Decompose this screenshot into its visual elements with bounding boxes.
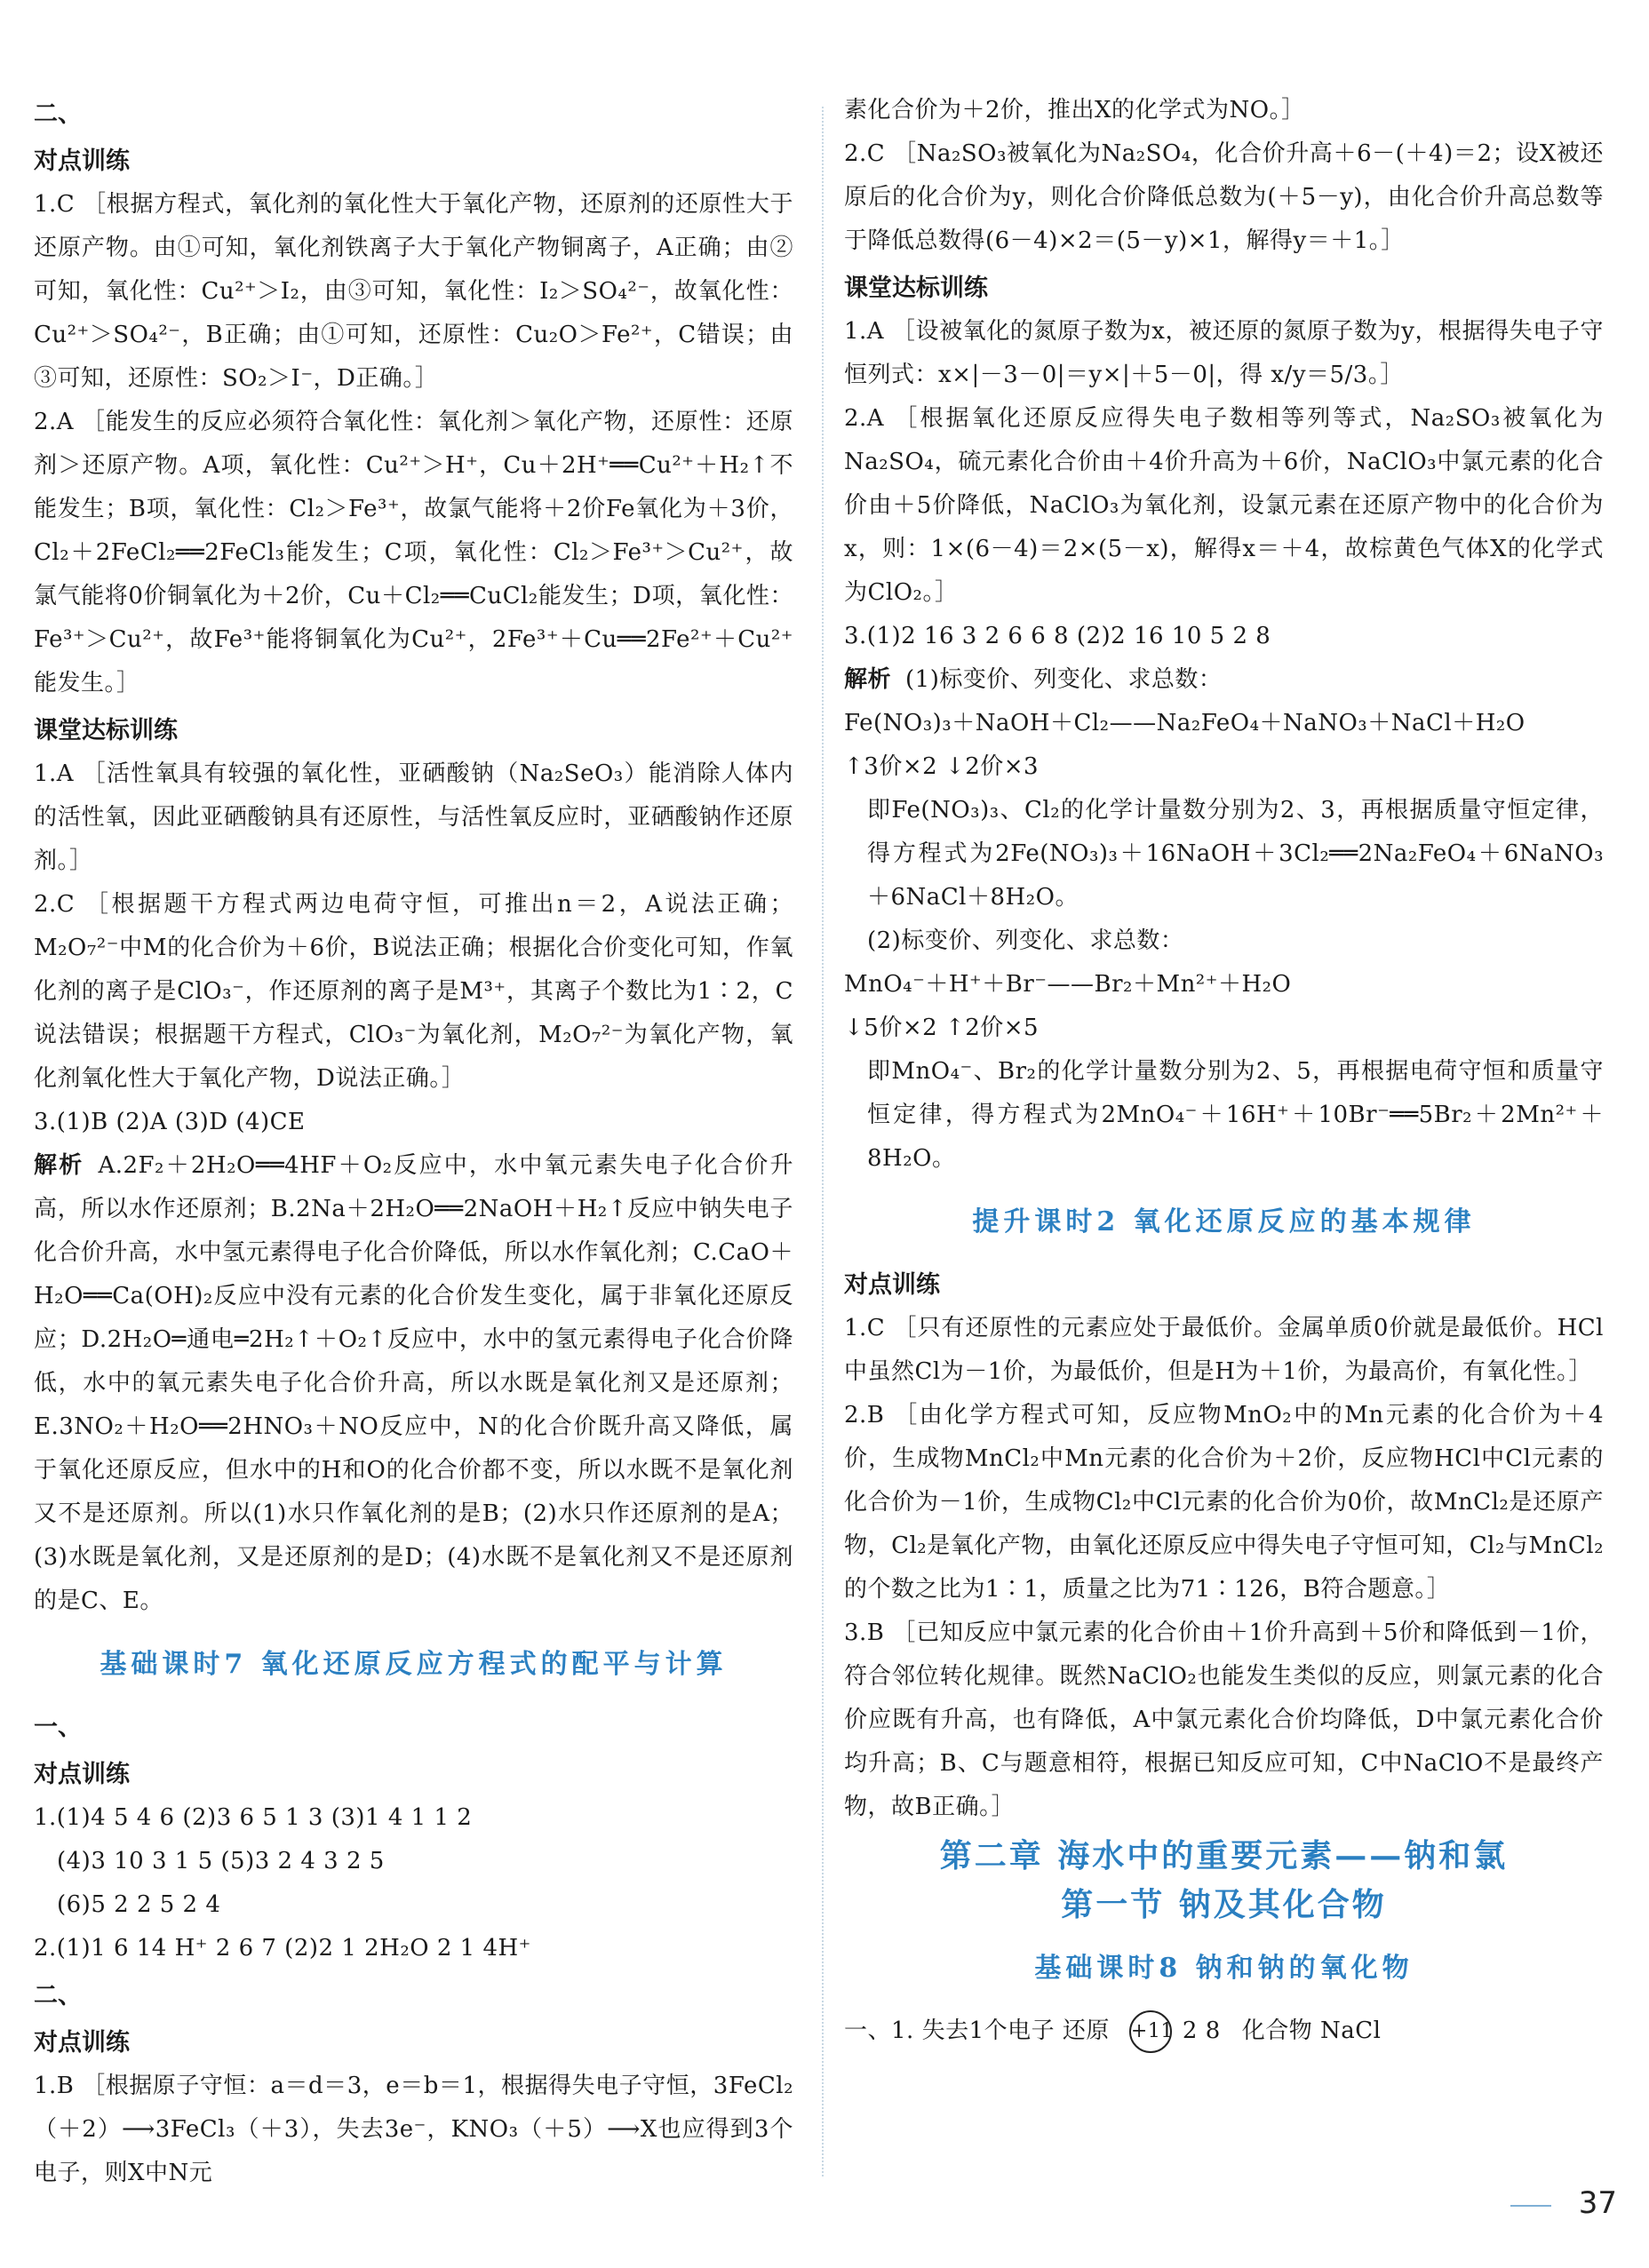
section-heading: 对点训练 [844, 1271, 940, 1299]
answer-paragraph: 2.C ［Na₂SO₃被氧化为Na₂SO₄，化合价升高＋6－(＋4)＝2；设X被还原后的化合价为y，则化合价降低总数为(＋5－y)，由化合价升高总数等于降低总数得(6－4)×2＝(5－y)×1，解得y＝＋1。］ [844, 140, 1604, 254]
answer-continuation: (4)3 10 3 1 5 (5)3 2 4 3 2 5 [57, 1848, 385, 1874]
answer-paragraph: 3.B ［已知反应中氯元素的化合价由＋1价升高到＋5价和降低到－1价，符合邻位转化规律。既然NaClO₂也能发生类似的反应，则氯元素的化合价应既有升高，也有降低，A中氯元素化合价均降低，D中氯元素化合价均升高；B、C与题意相符，根据已知反应可知，C中NaClO不是最终产物，故B正确。］ [844, 1619, 1604, 1820]
column-divider [822, 107, 824, 2176]
analysis-text: A.2F₂＋2H₂O══4HF＋O₂反应中，水中氧元素失电子化合价升高，所以水作还原剂；B.2Na＋2H₂O══2NaOH＋H₂↑反应中钠失电子化合价升高，水中氢元素得电子化合价降低，所以水作氧化剂；C.CaO＋H₂O══Ca(OH)₂反应中没有元素的化合价发生变化，属于非氧化还原反应；D.2H₂O═通电═2H₂↑＋O₂↑反应中，水中的氢元素得电子化合价降低，水中的氧元素失电子化合价升高，所以水既是氧化剂又是还原剂；E.3NO₂＋H₂O══2HNO₃＋NO反应中，N的化合价既升高又降低，属于氧化还原反应，但水中的H和O的化合价都不变，所以水既不是氧化剂又不是还原剂。所以(1)水只作氧化剂的是B；(2)水只作还原剂的是A；(3)水既是氧化剂，又是还原剂的是D；(4)水既不是氧化剂又不是还原剂的是C、E。 [34, 1152, 793, 1614]
answer-paragraph: 1.A ［活性氧具有较强的氧化性，亚硒酸钠（Na₂SeO₃）能消除人体内的活性氧，因此亚硒酸钠具有还原性，与活性氧反应时，亚硒酸钠作还原剂。］ [34, 760, 793, 874]
answer-paragraph: 2.(1)1 6 14 H⁺ 2 6 7 (2)2 1 2H₂O 2 1 4H⁺ [34, 1935, 531, 1962]
section-heading: 课堂达标训练 [34, 717, 178, 744]
analysis-label: 解析 [844, 666, 892, 693]
answer-paragraph: 1.(1)4 5 4 6 (2)3 6 5 1 3 (3)1 4 1 1 2 [34, 1804, 473, 1831]
answer-continuation: 即MnO₄⁻、Br₂的化学计量数分别为2、5，再根据电荷守恒和质量守恒定律，得方程式为2MnO₄⁻＋16H⁺＋10Br⁻══5Br₂＋2Mn²⁺＋8H₂O。 [867, 1058, 1604, 1172]
answer-paragraph: 3.(1)2 16 3 2 6 6 8 (2)2 16 10 5 2 8 [844, 623, 1271, 649]
lesson-title: 提升课时2 氧化还原反应的基本规律 [972, 1206, 1476, 1237]
section-heading: 对点训练 [34, 1761, 130, 1788]
lesson-title: 基础课时8 钠和钠的氧化物 [1034, 1953, 1414, 1984]
answer-paragraph: 2.C ［根据题干方程式两边电荷守恒，可推出n＝2，A说法正确；M₂O₇²⁻中M的化合价为＋6价，B说法正确；根据化合价变化可知，作氧化剂的离子是ClO₃⁻，作还原剂的离子是M³⁺，其离子个数比为1∶2，C说法错误；根据题干方程式，ClO₃⁻为氧化剂，M₂O₇²⁻为氧化产物，氧化剂氧化性大于氧化产物，D说法正确。］ [34, 891, 793, 1092]
right-column [844, 89, 1604, 2141]
section-heading: 一、 [34, 1714, 82, 1741]
answer-paragraph: 1.A ［设被氧化的氮原子数为x，被还原的氮原子数为y，根据得失电子守恒列式：x×|－3－0|＝y×|＋5－0|，得 x/y＝5/3。］ [844, 318, 1604, 388]
answer-paragraph: 2.A ［根据氧化还原反应得失电子数相等列等式，Na₂SO₃被氧化为Na₂SO₄，硫元素化合价由＋4价升高为＋6价，NaClO₃中氯元素的化合价由＋5价降低，NaClO₃为氧化剂，设氯元素在还原产物中的化合价为x，则：1×(6－4)＝2×(5－x)，解得x＝＋4，故棕黄色气体X的化学式为ClO₂。］ [844, 405, 1604, 606]
lesson-title: 基础课时7 氧化还原反应方程式的配平与计算 [100, 1649, 728, 1680]
answer-paragraph: MnO₄⁻＋H⁺＋Br⁻——Br₂＋Mn²⁺＋H₂O [844, 971, 1292, 998]
answer-paragraph: 3.(1)B (2)A (3)D (4)CE [34, 1109, 306, 1135]
chapter-title: 第二章 海水中的重要元素——钠和氯 [939, 1837, 1509, 1874]
page-number-rule [1510, 2205, 1551, 2207]
section-heading: 二、 [34, 1982, 82, 2009]
answer-continuation: 即Fe(NO₃)₃、Cl₂的化学计量数分别为2、3，再根据质量守恒定律，得方程式为2Fe(NO₃)₃＋16NaOH＋3Cl₂══2Na₂FeO₄＋6NaNO₃＋6NaCl＋8H₂O。 [867, 797, 1604, 911]
answer-paragraph: 1.C ［只有还原性的元素应处于最低价。金属单质0价就是最低价。HCl中虽然Cl为－1价，为最低价，但是H为＋1价，为最高价，有氧化性。］ [844, 1315, 1604, 1385]
sodium-nucleus: +11 [1129, 2010, 1172, 2053]
analysis-label: 解析 [34, 1152, 84, 1179]
page-number: 37 [1578, 2185, 1617, 2221]
left-column [34, 89, 793, 2186]
analysis-paragraph [34, 1144, 793, 1623]
answer-with-atom-diagram [844, 2009, 1604, 2053]
answer-text: 一、1. 失去1个电子 还原 [844, 2017, 1110, 2044]
answer-paragraph: 1.C ［根据方程式，氧化剂的氧化性大于氧化产物，还原剂的还原性大于还原产物。由①可知，氧化剂铁离子大于氧化产物铜离子，A正确；由②可知，氧化性：Cu²⁺＞I₂，由③可知，氧化性：I₂＞SO₄²⁻，故氧化性：Cu²⁺＞SO₄²⁻，B正确；由①可知，还原性：Cu₂O＞Fe²⁺，C错误；由③可知，还原性：SO₂＞I⁻，D正确。］ [34, 191, 793, 392]
answer-continuation: (2)标变价、列变化、求总数： [867, 927, 1184, 954]
electron-shells: 2 8 [1182, 2017, 1221, 2044]
answer-paragraph: 1.B ［根据原子守恒：a＝d＝3，e＝b＝1，根据得失电子守恒，3FeCl₂（＋2）⟶3FeCl₃（＋3），失去3e⁻，KNO₃（＋5）⟶X也应得到3个电子，则X中N元 [34, 2073, 793, 2186]
section-heading: 对点训练 [34, 2029, 130, 2057]
analysis-text: (1)标变价、列变化、求总数： [905, 666, 1223, 693]
answer-paragraph: ↓5价×2 ↑2价×5 [844, 1015, 1040, 1041]
analysis-paragraph [844, 658, 1604, 702]
answer-paragraph: 素化合价为＋2价，推出X的化学式为NO。］ [844, 97, 1305, 123]
answer-paragraph: Fe(NO₃)₃＋NaOH＋Cl₂——Na₂FeO₄＋NaNO₃＋NaCl＋H₂O [844, 710, 1526, 736]
answer-text: 化合物 NaCl [1241, 2017, 1382, 2044]
answer-continuation: (6)5 2 2 5 2 4 [57, 1891, 221, 1918]
section-heading: 课堂达标训练 [844, 275, 988, 302]
section-heading: 对点训练 [34, 147, 130, 175]
answer-paragraph: ↑3价×2 ↓2价×3 [844, 753, 1040, 780]
section-heading: 二、 [34, 100, 82, 128]
chapter-title: 第一节 钠及其化合物 [1061, 1886, 1387, 1923]
answer-paragraph: 2.B ［由化学方程式可知，反应物MnO₂中的Mn元素的化合价为＋4价，生成物MnCl₂中Mn元素的化合价为＋2价，反应物HCl中Cl元素的化合价为－1价，生成物Cl₂中Cl元素的化合价为0价，故MnCl₂是还原产物，Cl₂是氧化产物，由氧化还原反应中得失电子守恒可知，Cl₂与MnCl₂的个数之比为1∶1，质量之比为71∶126，B符合题意。］ [844, 1402, 1604, 1603]
answer-paragraph: 2.A ［能发生的反应必须符合氧化性：氧化剂＞氧化产物，还原性：还原剂＞还原产物。A项，氧化性：Cu²⁺＞H⁺，Cu＋2H⁺══Cu²⁺＋H₂↑不能发生；B项，氧化性：Cl₂＞Fe³⁺，故氯气能将＋2价Fe氧化为＋3价，Cl₂＋2FeCl₂══2FeCl₃能发生；C项，氧化性：Cl₂＞Fe³⁺＞Cu²⁺，故氯气能将0价铜氧化为＋2价，Cu＋Cl₂══CuCl₂能发生；D项，氧化性：Fe³⁺＞Cu²⁺，故Fe³⁺能将铜氧化为Cu²⁺，2Fe³⁺＋Cu══2Fe²⁺＋Cu²⁺能发生。］ [34, 409, 793, 696]
